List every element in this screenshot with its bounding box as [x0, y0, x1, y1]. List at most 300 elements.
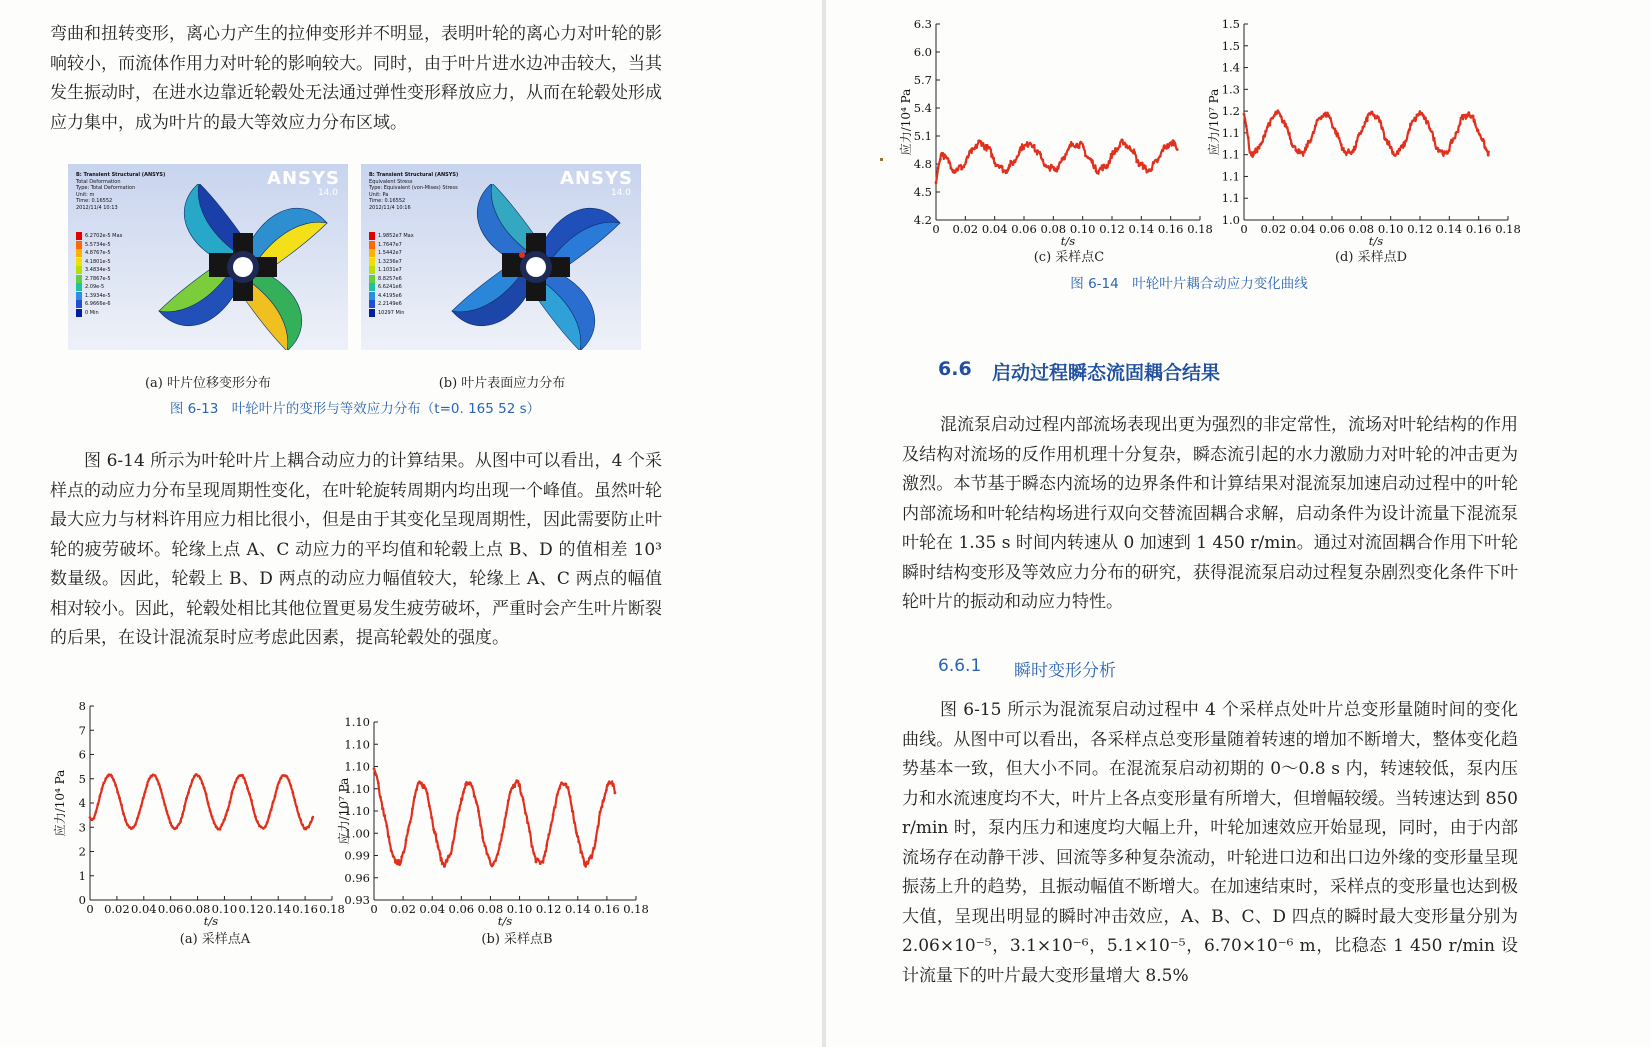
data-point	[1260, 142, 1263, 145]
legend-label: 4.4195e6	[378, 292, 402, 299]
y-tick-label: 1.5	[1221, 17, 1240, 31]
data-point	[1052, 166, 1055, 169]
data-point	[215, 825, 218, 828]
ansys-version-b: 14.0	[610, 188, 631, 198]
x-tick-label: 0.12	[1407, 222, 1433, 236]
y-tick-label: 1.1	[1221, 147, 1240, 162]
data-point	[597, 825, 600, 828]
data-point	[1307, 141, 1310, 144]
data-point	[982, 142, 985, 145]
data-point	[554, 806, 557, 809]
data-point	[1009, 160, 1012, 163]
y-tick-label: 4.2	[913, 213, 932, 227]
fem-info-line: 2012/11/4 10:13	[76, 204, 118, 211]
data-point	[415, 788, 418, 791]
data-point	[1014, 161, 1017, 164]
data-point	[452, 841, 455, 844]
legend-label: 4.8767e-5	[85, 250, 111, 257]
legend-row	[369, 275, 414, 284]
data-point	[1286, 126, 1289, 129]
data-point	[189, 785, 192, 788]
legend-row	[369, 249, 414, 258]
data-point	[1022, 148, 1025, 151]
data-point	[307, 826, 310, 829]
data-point	[1452, 137, 1455, 140]
data-point	[1152, 161, 1155, 164]
chart-b-plot	[336, 715, 649, 928]
x-tick-label: 0.02	[952, 222, 979, 236]
x-tick-label: 0.12	[1099, 222, 1125, 236]
data-point	[1103, 166, 1106, 169]
data-point	[221, 823, 224, 826]
data-point	[505, 812, 508, 815]
legend-label: 8.8257e6	[378, 275, 402, 282]
data-point	[1078, 146, 1081, 149]
data-point	[144, 791, 147, 794]
data-point	[475, 801, 478, 804]
data-point	[956, 169, 959, 172]
data-point	[1247, 136, 1250, 139]
data-point	[405, 839, 408, 842]
data-point	[1120, 139, 1123, 142]
data-point	[469, 781, 472, 784]
data-point	[379, 796, 382, 799]
data-point	[605, 789, 608, 792]
x-tick-label: 0.02	[1260, 222, 1287, 236]
data-point	[426, 792, 429, 795]
data-point	[250, 799, 253, 802]
data-point	[1336, 135, 1339, 138]
data-point	[293, 799, 296, 802]
data-point	[1256, 151, 1259, 154]
subsection-number: 6.6.1	[938, 656, 982, 676]
data-point	[1487, 154, 1490, 157]
data-point	[1474, 123, 1477, 126]
y-tick-label: 6.3	[913, 17, 932, 31]
data-point	[219, 828, 222, 831]
data-point	[1292, 145, 1295, 148]
data-point	[1082, 145, 1085, 148]
data-point	[1353, 146, 1356, 149]
data-point	[509, 791, 512, 794]
color-legend-a	[76, 232, 122, 317]
legend-label: 3.4834e-5	[85, 267, 111, 274]
data-point	[175, 827, 178, 830]
data-point	[1174, 143, 1177, 146]
data-point	[201, 782, 204, 785]
data-point	[1058, 161, 1061, 164]
data-point	[122, 812, 125, 815]
data-point	[154, 774, 157, 777]
data-point	[1429, 127, 1432, 130]
x-tick-label: 0.18	[623, 902, 649, 916]
subsection-title: 瞬时变形分析	[1014, 661, 1116, 681]
y-tick-label: 4	[78, 796, 86, 810]
x-tick-label: 0.08	[1348, 222, 1375, 236]
data-point	[539, 862, 542, 865]
data-point	[1310, 139, 1313, 142]
legend-row	[76, 275, 122, 284]
x-tick-label: 0	[370, 902, 378, 916]
legend-row	[76, 309, 122, 318]
chart-a	[52, 698, 352, 928]
fem-info-line: Type: Total Deformation	[76, 185, 136, 191]
figure-6-13-caption: 图 6-13 叶轮叶片的变形与等效应力分布（t=0. 165 52 s）	[169, 401, 541, 417]
chart-c-subcaption: (c) 采样点C	[1033, 250, 1105, 265]
data-point	[458, 809, 461, 812]
data-point	[1243, 113, 1246, 116]
fem-info-line: 2012/11/4 10:16	[369, 204, 411, 211]
data-point	[388, 835, 391, 838]
fem-info-line: Equivalent Stress	[369, 178, 413, 185]
data-point	[986, 144, 989, 147]
legend-row	[76, 266, 122, 275]
data-point	[526, 821, 529, 824]
data-point	[95, 811, 98, 814]
data-point	[573, 821, 576, 824]
data-point	[1351, 151, 1354, 154]
y-tick-label: 1.0	[1221, 213, 1240, 227]
x-tick-label: 0.16	[1157, 222, 1184, 236]
fem-info-line: Total Deformation	[76, 178, 121, 185]
data-point	[535, 861, 538, 864]
legend-row	[76, 292, 122, 301]
data-point	[256, 820, 259, 823]
data-point	[1140, 162, 1143, 165]
data-point	[148, 778, 151, 781]
data-point	[456, 817, 459, 820]
data-point	[1016, 155, 1019, 158]
data-point	[146, 784, 149, 787]
data-point	[575, 832, 578, 835]
data-point	[1176, 148, 1179, 151]
data-point	[98, 795, 101, 798]
data-point	[1007, 167, 1010, 170]
data-point	[541, 860, 544, 863]
legend-label: 6.2702e-5 Max	[85, 233, 123, 240]
data-point	[1329, 117, 1332, 120]
data-point	[1411, 120, 1414, 123]
data-point	[975, 146, 978, 149]
data-point	[134, 823, 137, 826]
data-point	[138, 812, 141, 815]
data-point	[1249, 151, 1252, 154]
data-point	[177, 823, 180, 826]
y-tick-label: 1.5	[1221, 38, 1240, 53]
data-point	[185, 797, 188, 800]
data-point	[1271, 117, 1274, 120]
data-point	[543, 854, 546, 857]
data-point	[1476, 129, 1479, 132]
legend-label: 1.3236e7	[378, 258, 402, 265]
data-point	[1063, 158, 1066, 161]
data-point	[375, 774, 378, 777]
data-point	[501, 833, 504, 836]
data-point	[1076, 143, 1079, 146]
data-point	[252, 808, 255, 811]
data-point	[197, 775, 200, 778]
data-point	[545, 844, 548, 847]
impeller-stress-image	[441, 184, 631, 350]
data-point	[524, 812, 527, 815]
legend-row	[76, 283, 122, 292]
data-point	[409, 821, 412, 824]
data-point	[477, 810, 480, 813]
legend-label: 4.1801e-5	[85, 258, 111, 265]
data-point	[1357, 134, 1360, 137]
data-point	[199, 777, 202, 780]
data-point	[167, 816, 170, 819]
series-line	[374, 769, 616, 867]
data-point	[383, 814, 386, 817]
impeller-deformation-image	[148, 184, 338, 350]
x-tick-label: 0.16	[1465, 222, 1492, 236]
x-tick-label: 0.06	[1319, 222, 1345, 236]
y-tick-label: 5.4	[913, 101, 932, 115]
data-point	[492, 862, 495, 865]
data-point	[1163, 144, 1166, 147]
section-number: 6.6	[938, 358, 972, 380]
data-point	[1097, 172, 1100, 175]
data-point	[136, 817, 139, 820]
data-point	[520, 793, 523, 796]
fem-panel-stress	[361, 164, 641, 350]
data-point	[599, 811, 602, 814]
subcaption-6-13-b: (b) 叶片表面应力分布	[438, 376, 566, 391]
data-point	[1088, 157, 1091, 160]
data-point	[1467, 111, 1470, 114]
x-tick-label: 0	[932, 222, 940, 236]
data-point	[268, 815, 271, 818]
fem-info-line: Time: 0.16552	[369, 198, 406, 204]
ansys-logo-a: ANSYS	[267, 168, 340, 189]
data-point	[1048, 166, 1051, 169]
data-point	[1314, 125, 1317, 128]
legend-label: 1.1031e7	[378, 267, 402, 274]
y-tick-label: 6.0	[913, 45, 932, 59]
data-point	[1018, 151, 1021, 154]
data-point	[274, 795, 277, 798]
data-point	[402, 851, 405, 854]
data-point	[437, 845, 440, 848]
data-point	[960, 168, 963, 171]
data-point	[1362, 126, 1365, 129]
data-point	[213, 822, 216, 825]
data-point	[979, 140, 982, 143]
data-point	[1364, 121, 1367, 124]
x-tick-label: 0.18	[319, 902, 345, 916]
data-point	[230, 792, 233, 795]
data-point	[1340, 143, 1343, 146]
data-point	[503, 826, 506, 829]
data-point	[1123, 142, 1126, 145]
data-point	[1150, 168, 1153, 171]
data-point	[278, 781, 281, 784]
x-tick-label: 0	[86, 902, 94, 916]
y-tick-label: 1.1	[1221, 191, 1240, 206]
legend-label: 1.9852e7 Max	[378, 233, 414, 240]
data-point	[244, 781, 247, 784]
data-point	[93, 817, 96, 820]
data-point	[533, 852, 536, 855]
data-point	[1133, 151, 1136, 154]
legend-row	[369, 258, 414, 267]
data-point	[232, 786, 235, 789]
data-point	[110, 775, 113, 778]
data-point	[1108, 160, 1111, 163]
data-point	[471, 785, 474, 788]
data-point	[1167, 145, 1170, 148]
data-point	[449, 852, 452, 855]
ansys-logo-b: ANSYS	[560, 168, 633, 189]
y-tick-label: 0.93	[344, 893, 370, 907]
data-point	[1295, 149, 1298, 152]
y-tick-label: 1.10	[344, 759, 370, 774]
data-point	[550, 824, 553, 827]
data-point	[1112, 153, 1115, 156]
data-point	[443, 865, 446, 868]
data-point	[1405, 140, 1408, 143]
data-point	[577, 840, 580, 843]
y-tick-label: 6	[78, 747, 86, 762]
data-point	[560, 781, 563, 784]
x-axis-label: t/s	[1060, 234, 1076, 248]
data-point	[1431, 130, 1434, 133]
data-point	[1095, 170, 1098, 173]
data-point	[428, 805, 431, 808]
legend-row	[369, 283, 414, 292]
data-point	[1366, 119, 1369, 122]
data-point	[1316, 119, 1319, 122]
data-point	[1251, 155, 1254, 158]
stress-hotspot	[519, 252, 525, 258]
data-point	[205, 793, 208, 796]
y-tick-label: 1.2	[1221, 104, 1240, 119]
data-point	[1333, 128, 1336, 131]
data-point	[1138, 164, 1141, 167]
data-point	[1026, 145, 1029, 148]
y-axis-label: 应力/10⁷ Pa	[1207, 88, 1221, 156]
data-point	[394, 861, 397, 864]
data-point	[311, 817, 314, 820]
data-point	[1377, 116, 1380, 119]
data-point	[552, 814, 555, 817]
data-point	[611, 784, 614, 787]
data-point	[373, 767, 376, 770]
legend-row	[369, 309, 414, 318]
data-point	[1277, 111, 1280, 114]
data-point	[142, 797, 145, 800]
data-point	[1050, 164, 1053, 167]
data-point	[102, 782, 105, 785]
data-point	[1424, 117, 1427, 120]
data-point	[162, 797, 165, 800]
fem-info-line: Unit: m	[76, 191, 95, 198]
x-tick-label: 0.06	[157, 902, 184, 916]
paragraph-6-14: 图 6-14 所示为叶轮叶片上耦合动应力的计算结果。从图中可以看出，4 个采样点的动应力分布呈现周期性变化，在叶轮旋转周期内均出现一个峰值。虽然叶轮最大应力与材料许用应力相比很小，但是由于其变化呈现周期性，因此需要防止叶轮的疲劳破坏。轮缘上点 A、C 动应力的平均值和轮毂上点 B、D 的值相差 10³ 数量级。因此，轮毂上 B、D 两点的动应力幅值较大，轮缘上 A、C 两点的幅值相对较小。因此，轮毂处相比其他位置更易发生疲劳破坏，严重时会产生叶片断裂的后果，在设计混流泵时应考虑此因素，提高轮毂处的强度。	[50, 451, 662, 648]
data-point	[990, 155, 993, 158]
y-tick-label: 0	[78, 893, 86, 907]
data-point	[614, 792, 617, 795]
data-point	[569, 795, 572, 798]
data-point	[1312, 131, 1315, 134]
data-point	[496, 853, 499, 856]
data-point	[1327, 115, 1330, 118]
data-point	[264, 825, 267, 828]
legend-row	[369, 292, 414, 301]
data-point	[507, 799, 510, 802]
data-point	[1342, 147, 1345, 150]
data-point	[1282, 120, 1285, 123]
data-point	[1116, 147, 1119, 150]
data-point	[1142, 167, 1145, 170]
data-point	[1041, 159, 1044, 162]
data-point	[950, 167, 953, 170]
data-point	[114, 784, 117, 787]
data-point	[228, 801, 231, 804]
data-point	[965, 161, 968, 164]
data-point	[1262, 135, 1265, 138]
data-point	[377, 782, 380, 785]
data-point	[937, 167, 940, 170]
x-tick-label: 0.04	[419, 902, 446, 916]
data-point	[1320, 115, 1323, 118]
data-point	[967, 156, 970, 159]
data-point	[590, 857, 593, 860]
data-point	[183, 805, 186, 808]
data-point	[1056, 166, 1059, 169]
data-point	[1480, 138, 1483, 141]
data-point	[498, 843, 501, 846]
data-point	[1273, 114, 1276, 117]
data-point	[225, 814, 228, 817]
data-point	[488, 857, 491, 860]
data-point	[441, 862, 444, 865]
data-point	[558, 787, 561, 790]
data-point	[958, 164, 961, 167]
data-point	[169, 822, 172, 825]
legend-label: 1.5442e7	[378, 250, 402, 257]
data-point	[181, 813, 184, 816]
x-tick-label: 0.04	[130, 902, 157, 916]
y-tick-label: 1.1	[1221, 125, 1240, 140]
data-point	[124, 819, 127, 822]
y-tick-label: 1	[78, 868, 86, 883]
data-point	[582, 856, 585, 859]
right-page	[826, 0, 1651, 1047]
data-point	[248, 793, 251, 796]
data-point	[1323, 113, 1326, 116]
data-point	[390, 849, 393, 852]
chart-d-plot	[1206, 17, 1521, 248]
data-point	[1409, 123, 1412, 126]
data-point	[112, 779, 115, 782]
x-tick-label: 0.02	[104, 902, 130, 916]
data-point	[207, 802, 210, 805]
impeller-shaft-hole	[526, 257, 546, 277]
data-point	[1370, 111, 1373, 114]
y-tick-label: 5	[78, 771, 86, 786]
data-point	[398, 863, 401, 866]
data-point	[1457, 130, 1460, 133]
y-tick-label: 3	[78, 820, 86, 835]
impeller-shaft-hole	[233, 257, 253, 277]
x-tick-label: 0.14	[265, 902, 292, 916]
data-point	[297, 813, 300, 816]
x-tick-label: 0.14	[564, 902, 591, 916]
data-point	[385, 825, 388, 828]
data-point	[120, 804, 123, 807]
